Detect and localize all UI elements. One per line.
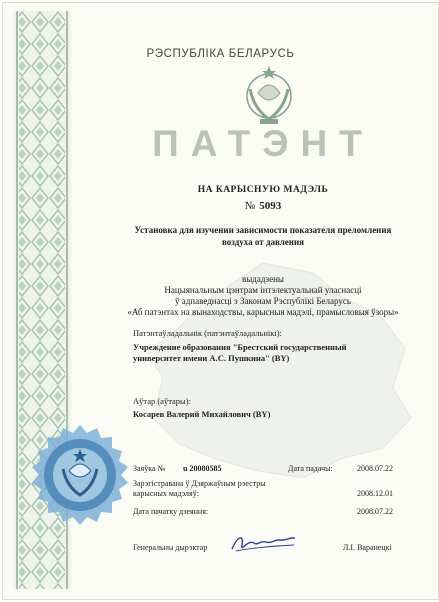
issued-by-block bbox=[103, 274, 423, 318]
issued-line: Нацыянальным цэнтрам інтэлектуальнай уласнасці bbox=[164, 285, 362, 295]
filing-date-label: Дата падачы: bbox=[288, 464, 333, 473]
holder-line: университет имени А.С. Пушкина" (BY) bbox=[133, 353, 290, 363]
patent-number-value: 5093 bbox=[259, 200, 282, 212]
country-name: РЭСПУБЛІКА БЕЛАРУСЬ bbox=[146, 48, 295, 60]
issued-line: выдадзены bbox=[242, 274, 284, 284]
filing-date: 2008.07.22 bbox=[357, 464, 393, 473]
author-label: Аўтар (аўтары): bbox=[133, 396, 191, 406]
signatory-name: Л.І. Варанецкі bbox=[343, 543, 392, 552]
holder-value bbox=[133, 342, 413, 364]
holder-line: Учреждение образования "Брестский государственный bbox=[133, 342, 347, 352]
registration-row bbox=[133, 479, 421, 501]
registration-label-line: Зарэгістравана ў Дзяржаўным рэестры bbox=[133, 479, 266, 488]
application-number: u 20080585 bbox=[183, 464, 222, 473]
official-seal-icon bbox=[25, 423, 135, 533]
invention-title-line: воздуха от давления bbox=[221, 237, 305, 247]
document-title: ПАТЭНТ bbox=[152, 123, 374, 164]
validity-label: Дата пачатку дзеяння: bbox=[133, 507, 209, 516]
belarus-emblem-icon bbox=[240, 63, 298, 129]
signature-image bbox=[228, 531, 298, 555]
application-label: Заяўка № bbox=[133, 464, 166, 473]
author-value: Косарев Валерий Михайлович (BY) bbox=[133, 409, 271, 419]
registration-date: 2008.12.01 bbox=[357, 489, 393, 498]
registration-label-line: карысных мадэляў: bbox=[133, 489, 199, 498]
document-subtitle: НА КАРЫСНУЮ МАДЭЛЬ bbox=[197, 185, 329, 195]
invention-title-line: Установка для изучении зависимости показателя преломления bbox=[134, 225, 392, 235]
patent-certificate bbox=[2, 2, 439, 600]
invention-title bbox=[103, 224, 423, 248]
issued-line: ў адпаведнасці з Законам Рэспублікі Беларусь bbox=[174, 296, 352, 306]
validity-date: 2008.07.22 bbox=[357, 507, 393, 516]
patent-number bbox=[88, 200, 438, 212]
number-prefix: № bbox=[244, 200, 256, 212]
issued-line: «Аб патэнтах на вынаходствы, карысныя мадэлі, прамысловыя ўзоры» bbox=[127, 307, 399, 317]
holder-label: Патэнтаўладальнік (патэнтаўладальнікі): bbox=[133, 328, 282, 338]
signatory-title: Генеральны дырэктар bbox=[133, 543, 208, 552]
